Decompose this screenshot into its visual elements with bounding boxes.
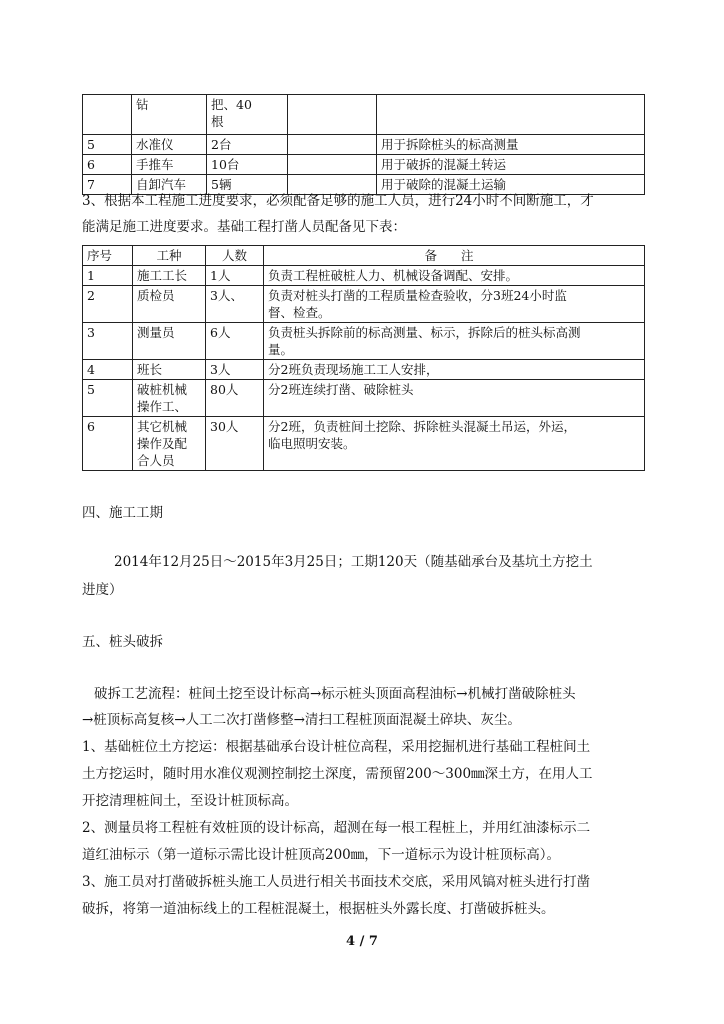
cell-type-line: 合人员 (137, 453, 175, 468)
item-1-line: 1、基础桩位土方挖运：根据基础承台设计桩位高程，采用挖掘机进行基础工程桩间土 (82, 739, 591, 755)
cell-type: 测量员 (133, 323, 206, 360)
cell-no: 2 (83, 286, 133, 323)
staffing-paragraph-line: 3、根据本工程施工进度要求，必须配备足够的施工人员，进行24小时不间断施工，才 (82, 193, 594, 209)
table-row (83, 155, 645, 175)
item-1-line: 开挖清理桩间土，至设计桩顶标高。 (82, 793, 298, 809)
cell-qty: 2台 (207, 135, 288, 155)
cell-no: 5 (83, 135, 132, 155)
cell-qty-line: 把、40 (211, 97, 252, 112)
cell-use: 用于破拆的混凝土转运 (377, 155, 645, 175)
cell-name: 自卸汽车 (132, 175, 207, 195)
header-no: 序号 (83, 246, 133, 266)
cell-count: 3人、 (206, 286, 264, 323)
cell-count: 30人 (206, 417, 264, 471)
page-number: 4 / 7 (346, 934, 378, 949)
table-row (83, 95, 645, 135)
cell-note: 负责工程桩破桩人力、机械设备调配、安排。 (264, 266, 645, 286)
item-2-line: 2、测量员将工程桩有效桩顶的设计标高，超测在每一根工程桩上，并用红油漆标示二 (82, 820, 591, 836)
cell-note: 分2班连续打凿、破除桩头 (264, 380, 645, 417)
cell-use: 用于拆除桩头的标高测量 (377, 135, 645, 155)
cell-use: 用于破除的混凝土运输 (377, 175, 645, 195)
table-row (83, 135, 645, 155)
equipment-table (82, 94, 645, 195)
cell-type-line: 操作工、 (137, 399, 188, 414)
cell-type: 施工工长 (133, 266, 206, 286)
header-note: 备 注 (264, 246, 645, 266)
cell-no (83, 95, 132, 135)
header-type: 工种 (133, 246, 206, 266)
cell-no: 3 (83, 323, 133, 360)
cell-type-line: 操作及配 (137, 436, 188, 451)
cell-name: 手推车 (132, 155, 207, 175)
cell-name: 水准仪 (132, 135, 207, 155)
cell-use (377, 95, 645, 135)
staffing-table (82, 245, 645, 471)
cell-empty (288, 95, 377, 135)
cell-count: 6人 (206, 323, 264, 360)
cell-note (264, 286, 645, 323)
cell-no: 5 (83, 380, 133, 417)
cell-count: 1人 (206, 266, 264, 286)
cell-no: 7 (83, 175, 132, 195)
table-row (83, 266, 645, 286)
cell-empty (288, 135, 377, 155)
cell-count: 3人 (206, 360, 264, 380)
cell-note-line: 量。 (268, 342, 294, 357)
cell-note-line: 负责对桩头打凿的工程质量检查验收，分3班24小时监 (268, 288, 567, 303)
table-row (83, 417, 645, 471)
cell-type (133, 417, 206, 471)
cell-note: 分2班负责现场施工工人安排， (264, 360, 645, 380)
table-row (83, 286, 645, 323)
table-header-row (83, 246, 645, 266)
item-3-line: 破拆，将第一道油标线上的工程桩混凝土，根据桩头外露长度、打凿破拆桩头。 (82, 901, 555, 917)
cell-qty: 10台 (207, 155, 288, 175)
cell-count: 80人 (206, 380, 264, 417)
cell-qty (207, 95, 288, 135)
process-line: 破拆工艺流程：桩间土挖至设计标高→标示桩头顶面高程油标→机械打凿破除桩头 (94, 686, 576, 702)
table-row (83, 360, 645, 380)
table-row (83, 323, 645, 360)
cell-type: 质检员 (133, 286, 206, 323)
cell-note (264, 323, 645, 360)
cell-empty (288, 155, 377, 175)
cell-note-line: 临电照明安装。 (268, 436, 356, 451)
cell-type: 班长 (133, 360, 206, 380)
cell-no: 4 (83, 360, 133, 380)
section-5-heading: 五、桩头破拆 (82, 634, 163, 650)
cell-note-line: 督、检查。 (268, 305, 331, 320)
cell-type-line: 其它机械 (137, 419, 188, 434)
header-count: 人数 (206, 246, 264, 266)
item-3-line: 3、施工员对打凿破拆桩头施工人员进行相关书面技术交底，采用风镐对桩头进行打凿 (82, 874, 591, 890)
cell-name: 钻 (132, 95, 207, 135)
cell-type (133, 380, 206, 417)
cell-qty-line: 根 (211, 114, 224, 129)
cell-qty: 5辆 (207, 175, 288, 195)
table-row (83, 380, 645, 417)
item-1-line: 土方挖运时，随时用水准仪观测控制挖土深度，需预留200～300㎜深土方，在用人工 (82, 766, 593, 782)
cell-no: 6 (83, 155, 132, 175)
staffing-paragraph-line: 能满足施工进度要求。基础工程打凿人员配备见下表： (82, 219, 406, 235)
cell-note (264, 417, 645, 471)
section-4-line: 进度） (82, 582, 123, 598)
item-2-line: 道红油标示（第一道标示需比设计桩顶高200㎜，下一道标示为设计桩顶标高）。 (82, 847, 561, 863)
cell-note-line: 负责桩头拆除前的标高测量、标示，拆除后的桩头标高测 (268, 325, 581, 340)
section-4-heading: 四、施工工期 (82, 505, 163, 521)
cell-note-line: 分2班，负责桩间土挖除、拆除桩头混凝土吊运，外运， (268, 419, 576, 434)
process-line: →桩顶标高复核→人工二次打凿修整→清扫工程桩顶面混凝土碎块、灰尘。 (82, 712, 521, 728)
cell-type-line: 破桩机械 (137, 382, 188, 397)
cell-no: 1 (83, 266, 133, 286)
section-4-line: 2014年12月25日～2015年3月25日；工期120天（随基础承台及基坑土方挖土 (114, 554, 593, 570)
cell-no: 6 (83, 417, 133, 471)
